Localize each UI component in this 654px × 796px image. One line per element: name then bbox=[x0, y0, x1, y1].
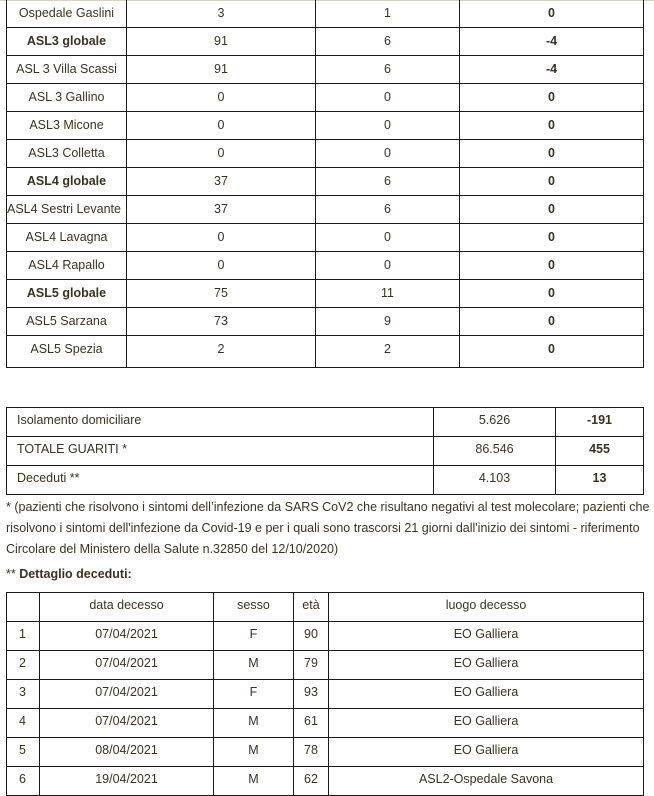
summary-label: Deceduti ** bbox=[7, 466, 434, 495]
value-2: 6 bbox=[316, 56, 460, 84]
value-delta: 0 bbox=[460, 140, 644, 168]
summary-label: Isolamento domiciliare bbox=[7, 408, 434, 437]
value-2: 0 bbox=[316, 140, 460, 168]
table-row bbox=[7, 28, 644, 56]
value-delta: 0 bbox=[460, 224, 644, 252]
age: 93 bbox=[294, 680, 329, 709]
header-index bbox=[7, 593, 40, 622]
value-1: 0 bbox=[127, 112, 316, 140]
death-date: 07/04/2021 bbox=[40, 622, 214, 651]
death-date: 07/04/2021 bbox=[40, 680, 214, 709]
table-row bbox=[7, 252, 644, 280]
value-2: 0 bbox=[316, 252, 460, 280]
age: 79 bbox=[294, 651, 329, 680]
table-row bbox=[7, 651, 644, 680]
hospital-name: ASL5 Spezia bbox=[7, 336, 127, 368]
age: 78 bbox=[294, 738, 329, 767]
value-2: 11 bbox=[316, 280, 460, 308]
table-row bbox=[7, 437, 644, 466]
death-place: EO Galliera bbox=[329, 622, 644, 651]
value-delta: -4 bbox=[460, 56, 644, 84]
death-place: EO Galliera bbox=[329, 680, 644, 709]
value-2: 6 bbox=[316, 168, 460, 196]
summary-delta: 455 bbox=[556, 437, 644, 466]
hospital-name: ASL4 Rapallo bbox=[7, 252, 127, 280]
table-row bbox=[7, 112, 644, 140]
value-1: 91 bbox=[127, 28, 316, 56]
value-1: 37 bbox=[127, 196, 316, 224]
summary-total: 5.626 bbox=[434, 408, 556, 437]
value-2: 6 bbox=[316, 196, 460, 224]
deaths-heading-prefix: ** bbox=[6, 567, 20, 581]
value-1: 3 bbox=[127, 0, 316, 28]
hospital-name: ASL 3 Villa Scassi bbox=[7, 56, 127, 84]
header-sex: sesso bbox=[214, 593, 294, 622]
death-place: EO Galliera bbox=[329, 709, 644, 738]
header-age: età bbox=[294, 593, 329, 622]
value-1: 0 bbox=[127, 140, 316, 168]
value-delta: 0 bbox=[460, 84, 644, 112]
sex: M bbox=[214, 651, 294, 680]
table-row bbox=[7, 767, 644, 796]
hospital-name: ASL3 Micone bbox=[7, 112, 127, 140]
hospital-name: ASL3 Colletta bbox=[7, 140, 127, 168]
value-2: 9 bbox=[316, 308, 460, 336]
table-header-row bbox=[7, 593, 644, 622]
deaths-table bbox=[6, 592, 644, 796]
value-delta: 0 bbox=[460, 168, 644, 196]
hospital-name: ASL 3 Gallino bbox=[7, 84, 127, 112]
hospital-name: ASL5 Sarzana bbox=[7, 308, 127, 336]
hospital-name: ASL4 globale bbox=[7, 168, 127, 196]
value-delta: 0 bbox=[460, 280, 644, 308]
value-1: 0 bbox=[127, 224, 316, 252]
death-date: 08/04/2021 bbox=[40, 738, 214, 767]
table-row bbox=[7, 0, 644, 28]
value-delta: 0 bbox=[460, 112, 644, 140]
value-2: 0 bbox=[316, 224, 460, 252]
hospital-name: ASL4 Sestri Levante bbox=[7, 196, 127, 224]
value-delta: -4 bbox=[460, 28, 644, 56]
sex: F bbox=[214, 622, 294, 651]
value-delta: 0 bbox=[460, 196, 644, 224]
table-row bbox=[7, 56, 644, 84]
value-delta: 0 bbox=[460, 0, 644, 28]
value-delta: 0 bbox=[460, 252, 644, 280]
table-row bbox=[7, 224, 644, 252]
value-2: 1 bbox=[316, 0, 460, 28]
footnote: * (pazienti che risolvono i sintomi dell’infezione da SARS CoV2 che risultano negativi al test molecolare; pazienti che risolvono i sintomi dell'infezione da Covid-19 e per i quali sono trascorsi 21 giorni dall'inizio dei sintomi - riferimento Circolare del Ministero della Salute n.32850 del 12/10/2020) bbox=[6, 500, 650, 556]
value-delta: 0 bbox=[460, 336, 644, 368]
table-row bbox=[7, 280, 644, 308]
summary-total: 4.103 bbox=[434, 466, 556, 495]
table-row bbox=[7, 196, 644, 224]
table-row bbox=[7, 308, 644, 336]
age: 62 bbox=[294, 767, 329, 796]
sex: F bbox=[214, 680, 294, 709]
table-row bbox=[7, 336, 644, 368]
sex: M bbox=[214, 709, 294, 738]
row-index: 1 bbox=[7, 622, 40, 651]
value-2: 0 bbox=[316, 84, 460, 112]
value-1: 37 bbox=[127, 168, 316, 196]
table-row bbox=[7, 680, 644, 709]
value-1: 73 bbox=[127, 308, 316, 336]
header-date: data decesso bbox=[40, 593, 214, 622]
value-1: 2 bbox=[127, 336, 316, 368]
hospital-table bbox=[6, 0, 644, 368]
table-row bbox=[7, 408, 644, 437]
value-delta: 0 bbox=[460, 308, 644, 336]
table-row bbox=[7, 168, 644, 196]
death-date: 07/04/2021 bbox=[40, 709, 214, 738]
value-2: 0 bbox=[316, 112, 460, 140]
death-place: ASL2-Ospedale Savona bbox=[329, 767, 644, 796]
sex: M bbox=[214, 738, 294, 767]
summary-label: TOTALE GUARITI * bbox=[7, 437, 434, 466]
deaths-heading-title: Dettaglio deceduti: bbox=[19, 567, 132, 581]
table-row bbox=[7, 622, 644, 651]
summary-total: 86.546 bbox=[434, 437, 556, 466]
death-place: EO Galliera bbox=[329, 651, 644, 680]
death-date: 07/04/2021 bbox=[40, 651, 214, 680]
value-1: 75 bbox=[127, 280, 316, 308]
hospital-name: ASL3 globale bbox=[7, 28, 127, 56]
row-index: 2 bbox=[7, 651, 40, 680]
summary-delta: 13 bbox=[556, 466, 644, 495]
table-row bbox=[7, 709, 644, 738]
header-place: luogo decesso bbox=[329, 593, 644, 622]
death-place: EO Galliera bbox=[329, 738, 644, 767]
value-2: 2 bbox=[316, 336, 460, 368]
table-row bbox=[7, 84, 644, 112]
table-row bbox=[7, 140, 644, 168]
deaths-heading bbox=[6, 567, 132, 581]
value-1: 0 bbox=[127, 252, 316, 280]
value-1: 0 bbox=[127, 84, 316, 112]
death-date: 19/04/2021 bbox=[40, 767, 214, 796]
value-2: 6 bbox=[316, 28, 460, 56]
summary-table bbox=[6, 407, 644, 495]
hospital-name: Ospedale Gaslini bbox=[7, 0, 127, 28]
age: 90 bbox=[294, 622, 329, 651]
sex: M bbox=[214, 767, 294, 796]
hospital-name: ASL4 Lavagna bbox=[7, 224, 127, 252]
table-row bbox=[7, 738, 644, 767]
row-index: 4 bbox=[7, 709, 40, 738]
age: 61 bbox=[294, 709, 329, 738]
row-index: 6 bbox=[7, 767, 40, 796]
value-1: 91 bbox=[127, 56, 316, 84]
table-row bbox=[7, 466, 644, 495]
hospital-name: ASL5 globale bbox=[7, 280, 127, 308]
row-index: 5 bbox=[7, 738, 40, 767]
summary-delta: -191 bbox=[556, 408, 644, 437]
row-index: 3 bbox=[7, 680, 40, 709]
